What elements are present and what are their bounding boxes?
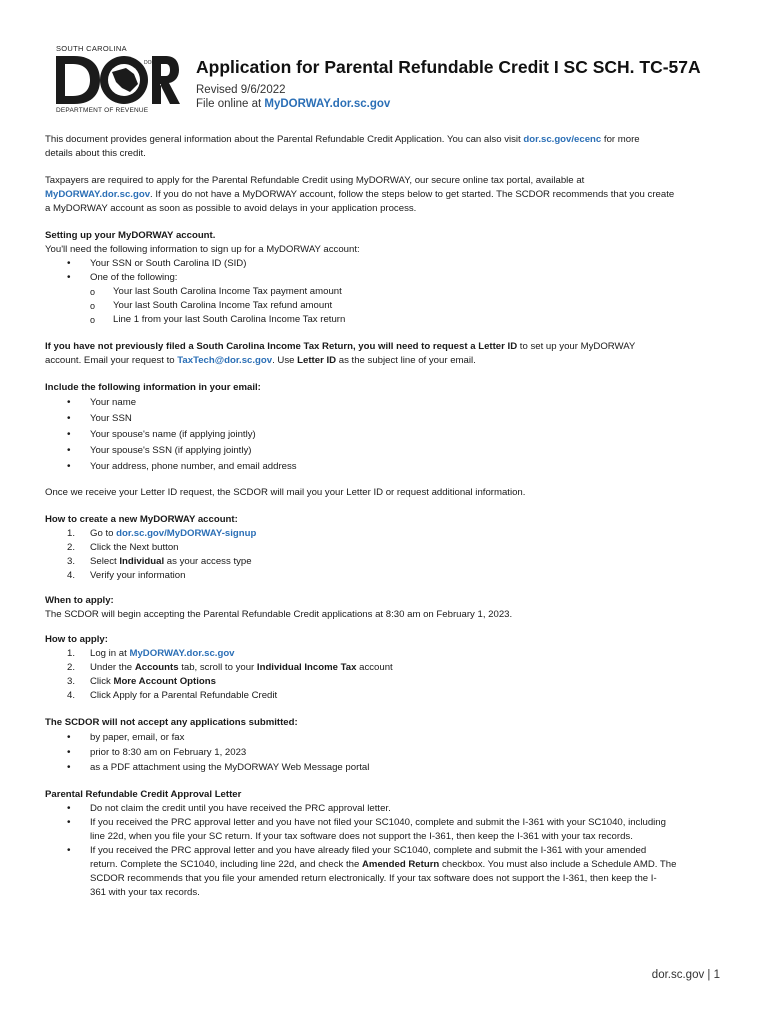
revised-date: Revised 9/6/2022 [196,84,286,96]
step-text: tab, scroll to your [178,662,257,673]
intro-text: Taxpayers are required to apply for the Parental Refundable Credit using MyDORWAY, our secure online tax portal, available at [45,175,585,186]
intro-text: details about this credit. [45,148,146,159]
step-bold: Individual [119,556,165,567]
setup-sub-list [45,285,725,327]
letter-id-text: as the subject line of your email. [336,355,476,366]
when-heading: When to apply: [45,595,114,606]
not-accept-list [45,730,725,775]
file-online-line [196,98,701,110]
step-text: Click the Next button [90,542,179,553]
step-text: Verify your information [90,570,186,581]
file-online-prefix: File online at [196,98,265,110]
email-info-after: Once we receive your Letter ID request, the SCDOR will mail you your Letter ID or request additional information. [45,487,526,498]
how-heading: How to apply: [45,634,108,645]
step-text: Log in at [90,648,130,659]
prc-list [45,802,725,900]
step-bold: Accounts [134,662,179,673]
step-text: Go to [90,528,117,539]
intro-text: This document provides general information about the Parental Refundable Credit Application. You can also visit [45,134,524,145]
logo-letters: DOR [144,60,156,66]
logo-bottom-text: DEPARTMENT OF REVENUE [56,107,149,114]
list-text: return. Complete the SC1040, including line 22d, and check the [90,859,362,870]
step-text: account [356,662,393,673]
step-item: 2. Click the Next button [67,542,179,553]
mydorway-link-inline[interactable]: MyDORWAY.dor.sc.gov [45,189,151,200]
list-text: • If you received the PRC approval letter and you have already filed your SC1040, complete and submit the I-361 with your amended [90,845,647,856]
step-item: 1. Log in at MyDORWAY.dor.sc.gov [67,648,235,659]
step-item: 4. Click Apply for a Parental Refundable Credit [67,690,278,701]
list-item: • Your SSN [45,411,725,427]
document-header [48,44,738,124]
step-item: 4. Verify your information [67,570,186,581]
list-text: • If you received the PRC approval letter and you have not filed your SC1040, complete and submit the I-361 with your SC1040, including [90,817,666,828]
when-text: The SCDOR will begin accepting the Parental Refundable Credit applications at 8:30 am on February 1, 2023. [45,609,513,620]
intro-paragraph-1 [45,133,725,161]
letter-id-paragraph [45,340,725,368]
letter-id-bold: Letter ID [297,355,337,366]
list-item: • Your SSN or South Carolina ID (SID) [45,257,725,271]
create-heading: How to create a new MyDORWAY account: [45,514,238,525]
list-item: • prior to 8:30 am on February 1, 2023 [45,745,725,760]
step-text: Click Apply for a Parental Refundable Credit [90,690,278,701]
list-item: • Your spouse's SSN (if applying jointly) [45,443,725,459]
letter-id-text: to set up your MyDORWAY [517,341,636,352]
list-text: checkbox. You must also include a Schedule AMD. The [439,859,677,870]
mydorway-link[interactable]: MyDORWAY.dor.sc.gov [264,98,391,110]
step-text: Click [90,676,114,687]
document-title: Application for Parental Refundable Credit I SC SCH. TC-57A [196,57,701,77]
step-item: 3. Select Individual as your access type [67,556,252,567]
login-link[interactable]: MyDORWAY.dor.sc.gov [129,648,235,659]
document-body [45,133,725,900]
ecenc-link[interactable]: dor.sc.gov/ecenc [523,134,602,145]
step-item: 3. Click More Account Options [67,676,216,687]
setup-list [45,257,725,285]
list-text: line 22d, when you file your SC return. If your tax software does not support the I-361, then keep the I-361 with your tax records. [90,831,633,842]
list-text: SCDOR recommends that you file your amended return electronically. If your tax software does not support the I-361, then keep the I- [90,873,657,884]
sc-dor-logo [48,44,188,118]
sub-list-item: o Your last South Carolina Income Tax refund amount [45,299,725,313]
step-text: as your access type [164,556,252,567]
create-steps [45,527,725,583]
step-item: 2. Under the Accounts tab, scroll to your Individual Income Tax account [67,662,393,673]
list-item: • as a PDF attachment using the MyDORWAY Web Message portal [45,760,725,775]
email-info-heading: Include the following information in your email: [45,382,261,393]
title-block [196,57,701,110]
list-item [45,816,725,844]
step-text: Under the [90,662,135,673]
list-item [45,844,725,900]
letter-id-bold: If you have not previously filed a South Carolina Income Tax Return, you will need to request a Letter ID [45,341,518,352]
step-bold: Individual Income Tax [256,662,357,673]
dor-logo-mark [54,54,180,106]
list-item: • Your name [45,395,725,411]
taxtech-email-link[interactable]: TaxTech@dor.sc.gov [177,355,273,366]
sub-list-item: o Your last South Carolina Income Tax payment amount [45,285,725,299]
how-steps [45,647,725,703]
intro-text: . If you do not have a MyDORWAY account, follow the steps below to get started. The SCDOR recommends that you create [150,189,675,200]
sub-list-item: o Line 1 from your last South Carolina Income Tax return [45,313,725,327]
logo-top-text: SOUTH CAROLINA [56,44,127,53]
signup-link[interactable]: dor.sc.gov/MyDORWAY-signup [116,528,257,539]
setup-heading: Setting up your MyDORWAY account. [45,230,216,241]
not-accept-heading: The SCDOR will not accept any applications submitted: [45,717,298,728]
intro-text: for more [601,134,640,145]
list-item: • One of the following: [45,271,725,285]
list-item: • Do not claim the credit until you have received the PRC approval letter. [45,802,725,816]
list-item: • Your spouse's name (if applying jointly) [45,427,725,443]
list-bold: Amended Return [362,859,440,870]
prc-heading: Parental Refundable Credit Approval Letter [45,789,242,800]
list-item: • Your address, phone number, and email address [45,459,725,475]
email-info-list [45,395,725,475]
page-footer: dor.sc.gov | 1 [651,969,720,981]
setup-lead: You'll need the following information to sign up for a MyDORWAY account: [45,244,360,255]
step-text: Select [90,556,120,567]
step-bold: More Account Options [113,676,216,687]
list-text: 361 with your tax records. [90,887,200,898]
letter-id-text: account. Email your request to [45,355,178,366]
intro-text: a MyDORWAY account as soon as possible to avoid delays in your application process. [45,203,417,214]
intro-paragraph-2 [45,174,725,216]
step-item: 1. Go to dor.sc.gov/MyDORWAY-signup [67,528,257,539]
list-item: • by paper, email, or fax [45,730,725,745]
letter-id-text: . Use [272,355,298,366]
